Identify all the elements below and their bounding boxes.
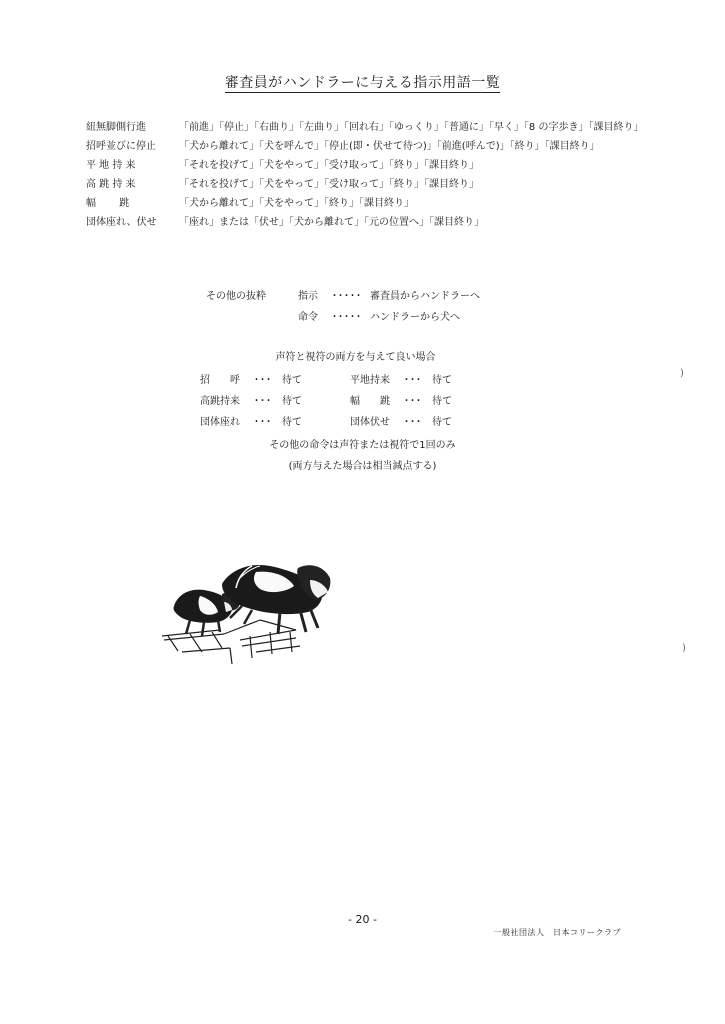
command-row [86,137,646,156]
note-penalty: (両方与えた場合は相当減点する) [288,461,437,472]
command-label: 団体座れ、伏せ [86,217,157,228]
other-dots: ･････ [332,312,362,323]
command-label: 平 地 持 来 [86,160,136,171]
signal-grid [200,370,500,433]
command-text: 「それを投げて」「犬をやって」「受け取って」「終り」「課目終り」 [179,160,479,171]
dots: ･･･ [404,417,422,428]
command-text: 「犬から離れて」「犬を呼んで」「停止(即・伏せて待つ)」「前進(呼んで)」「終り」「課目終り」 [179,141,600,152]
command-text: 「それを投げて」「犬をやって」「受け取って」「終り」「課目終り」 [179,179,479,190]
other-text: 審査員からハンドラーへ [370,291,480,302]
signal-value: 待て [432,396,452,407]
scan-mark: ) [680,368,684,379]
section-heading: 声符と視符の両方を与えて良い場合 [275,352,436,363]
signal-cell [200,370,350,391]
other-row [206,307,480,328]
command-row [86,194,646,213]
command-label: 紐無脚側行進 [86,122,146,133]
signal-cell [200,391,350,412]
signal-value: 待て [282,396,302,407]
organization-name: 一般社団法人 日本コリークラブ [493,928,621,937]
exercise-name: 団体伏せ [350,417,390,428]
exercise-name: 招 呼 [200,375,240,386]
signal-cell [200,412,350,433]
command-text: 「前進」「停止」「右曲り」「左曲り」「回れ右」「ゆっくり」「普通に」「早く」「8 の字歩き」「課目終り」 [179,122,644,133]
page-number: - 20 - [348,913,377,926]
command-row [86,175,646,194]
page-title [0,72,725,92]
signal-value: 待て [432,417,452,428]
other-dots: ･････ [332,291,362,302]
command-row [86,156,646,175]
other-text: ハンドラーから犬へ [370,312,460,323]
signal-row [200,391,500,412]
dots: ･･･ [254,375,272,386]
signal-row [200,412,500,433]
exercise-name: 高跳持来 [200,396,240,407]
signal-value: 待て [282,417,302,428]
command-text: 「座れ」または「伏せ」「犬から離れて」「元の位置へ」「課目終り」 [179,217,484,228]
other-key: 命令 [298,312,318,323]
other-excerpt [206,286,480,328]
command-row [86,213,646,232]
signal-value: 待て [282,375,302,386]
command-text: 「犬から離れて」「犬をやって」「終り」「課目終り」 [179,198,414,209]
signal-cell [350,412,500,433]
command-label: 招呼並びに停止 [86,141,156,152]
exercise-name: 平地持来 [350,375,390,386]
command-table [86,118,646,232]
signal-value: 待て [432,375,452,386]
signal-cell [350,391,500,412]
dots: ･･･ [254,396,272,407]
other-title: その他の抜粋 [206,291,266,302]
dots: ･･･ [404,375,422,386]
signal-cell [350,370,500,391]
voice-and-visual-signal-section [0,348,725,472]
dots: ･･･ [254,417,272,428]
command-label: 幅 跳 [86,198,130,209]
other-key: 指示 [298,291,318,302]
dots: ･･･ [404,396,422,407]
command-label: 高 跳 持 来 [86,179,136,190]
other-row [206,286,480,307]
signal-row [200,370,500,391]
exercise-name: 団体座れ [200,417,240,428]
command-row [86,118,646,137]
scan-mark: ) [682,643,686,654]
exercise-name: 幅 跳 [350,396,390,407]
note-single-command: その他の命令は声符または視符で1回のみ [269,440,456,451]
page-title-text: 審査員がハンドラーに与える指示用語一覧 [224,75,501,91]
collie-dogs-jumping-illustration [160,548,335,668]
